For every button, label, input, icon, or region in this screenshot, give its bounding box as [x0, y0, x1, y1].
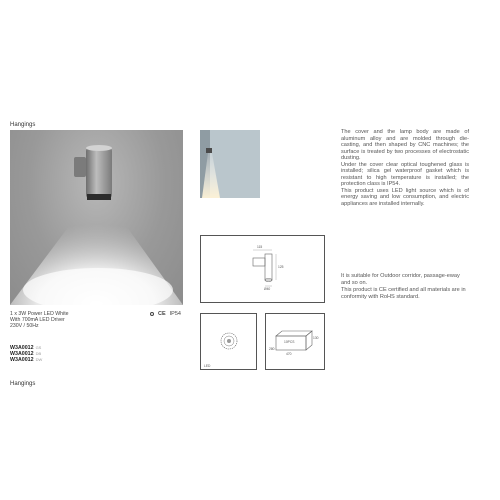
lamp-top-view	[201, 314, 258, 371]
dim-diameter-label: Ø40	[264, 287, 271, 291]
product-description	[10, 311, 69, 330]
wall-lamp-illustration	[10, 130, 183, 305]
desc-line: 230V / 50Hz	[10, 323, 39, 330]
model-suffix: DW	[35, 357, 43, 363]
pack-depth-label: 130	[313, 336, 319, 340]
model-item	[10, 357, 42, 363]
certification-paragraph: This product is CE certified and all materials are in conformity with RoHS standard.	[341, 287, 466, 300]
wall-corner-illustration	[200, 130, 260, 198]
ip-rating: IP54	[169, 311, 181, 317]
top-view-drawing	[200, 313, 257, 370]
dim-height-label: 125	[278, 265, 284, 269]
desc-line: 1 x 3W Power LED White	[10, 311, 69, 317]
model-suffix: GS	[35, 345, 42, 350]
pack-width-label: 470	[286, 352, 292, 356]
dim-width-label: 115	[257, 245, 263, 249]
installation-photo	[200, 130, 260, 198]
model-code: W3A0012	[10, 345, 34, 351]
desc-line: With 700mA LED Driver	[10, 317, 65, 324]
application-paragraph: It is suitable for Outdoor corridor, passage-eway and so on.	[341, 273, 460, 286]
packaging-drawing	[265, 313, 325, 370]
model-list	[10, 345, 42, 364]
spec-paragraph: Under the cover clear optical toughened glass is installed; silica gel waterproof gasket which is resistant to high temperature is installed; the protection class is IP54.	[341, 161, 469, 187]
ground-symbol-icon	[150, 312, 154, 316]
model-code: W3A0012	[10, 351, 34, 358]
product-specification-text	[341, 129, 469, 207]
section-title: Hangings	[10, 381, 36, 387]
spec-paragraph: The cover and the lamp body are made of aluminum alloy and are molded through die-casting, and then shaped by CNC machines; the surface is treated by two processes of electrostatic dusting.	[341, 129, 469, 161]
section-title: Hangings	[10, 122, 36, 128]
model-suffix: DB	[35, 351, 42, 357]
model-code: W3A0012	[10, 357, 34, 364]
pack-quantity-label: 10PCS	[284, 340, 295, 344]
lamp-side-view	[201, 236, 326, 304]
led-label: LED	[204, 364, 211, 368]
dimension-drawing	[200, 235, 325, 303]
certification-marks	[150, 311, 181, 317]
application-text	[341, 273, 469, 301]
product-photo	[10, 130, 183, 305]
ce-mark: CE	[158, 311, 166, 317]
carton-box-illustration	[266, 314, 326, 371]
spec-paragraph: This product uses LED light source which is of energy saving and low consumption, and electric appliances are installed internally.	[341, 187, 469, 207]
pack-height-label: 280	[269, 347, 275, 351]
